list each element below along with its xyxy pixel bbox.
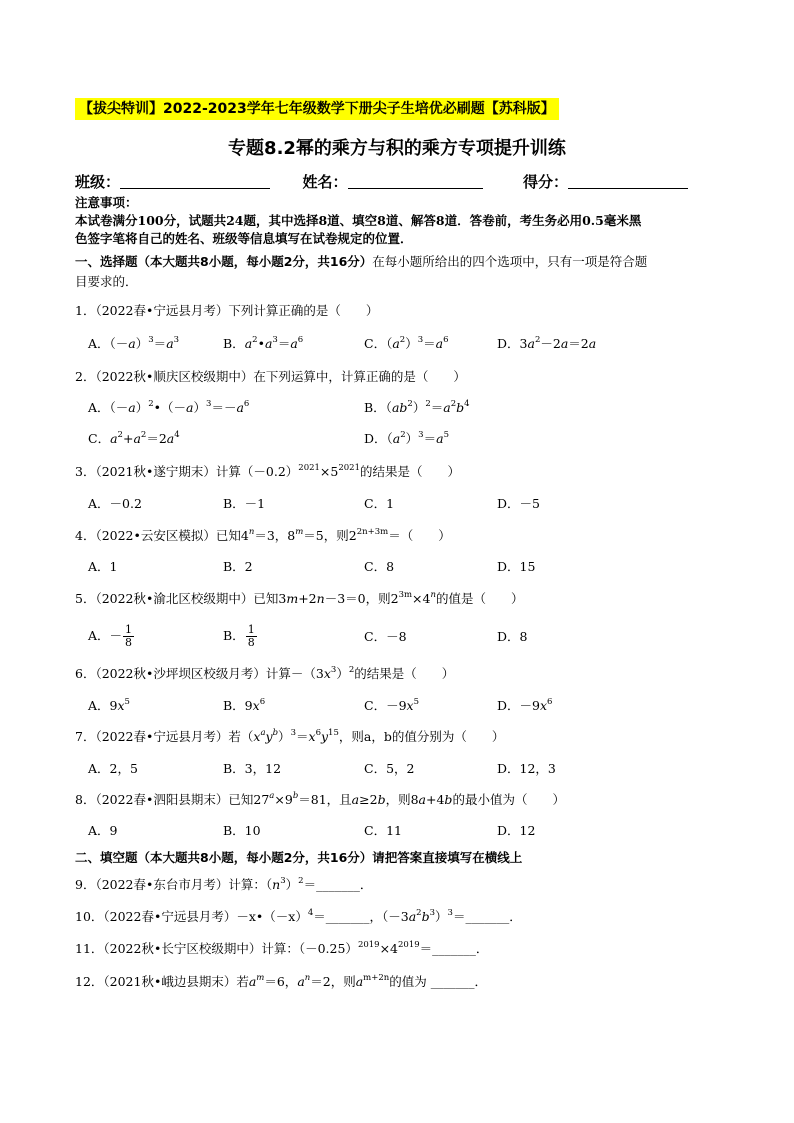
question-4: 4．（2022•云安区模拟）已知$4^n=3$，$8^m=5$，则$2^{2n+3m}=$（ ）: [75, 527, 451, 543]
question-1: 1．（2022春•宁远县月考）下列计算正确的是（ ）: [75, 303, 379, 318]
q2-option-a: A．$(-a)^2•(-a)^3=-a^6$: [88, 399, 250, 415]
q3-option-d: D．－5: [497, 496, 540, 511]
q8-option-a: A．9: [88, 823, 118, 838]
section-2-desc: 请把答案直接填写在横线上: [372, 850, 523, 865]
section-1-desc-2: 目要求的．: [75, 274, 138, 289]
q4-option-c: C．8: [364, 559, 395, 574]
notes-line-1: 本试卷满分100分，试题共24题，其中选择8道、填空8道、解答8道．答卷前，考生务必用0.5毫米黑: [75, 213, 642, 228]
q3-option-a: A．－0.2: [88, 496, 142, 511]
question-12: 12．（2021秋•峨边县期末）若$a^m=6$，$a^n=2$，则$a^{m+2n}$的值为 _______．: [75, 973, 487, 989]
section-1-desc: 在每小题所给出的四个选项中，只有一项是符合题: [372, 254, 648, 269]
question-7: 7．（2022春•宁远县月考）若$(x^ay^b)^3=x^6y^{15}$，则a，b的值分别为（ ）: [75, 728, 505, 744]
page-title: 专题8.2幂的乘方与积的乘方专项提升训练: [228, 138, 566, 159]
name-blank: [348, 172, 483, 189]
q8-option-d: D．12: [497, 823, 536, 838]
q2-option-b: B．$(ab^2)^2=a^2b^4$: [364, 399, 470, 415]
question-11: 11．（2022秋•长宁区校级期中）计算：$(-0.25)^{2019}\times 4^{2019}=\_\_\_\_\_\_\_$．: [75, 940, 489, 956]
q5-b-fraction: $\frac{1}{8}$: [247, 623, 255, 649]
score-label: 得分：: [522, 173, 568, 191]
score-blank: [568, 172, 688, 189]
q8-option-c: C．11: [364, 823, 402, 838]
notes-heading: 注意事项：: [75, 195, 138, 210]
q4-option-a: A．1: [88, 559, 118, 574]
q1-option-c: C．$(a^2)^3=a^6$: [364, 335, 449, 351]
q1-option-b: B．$a^2•a^3=a^6$: [223, 335, 304, 351]
q3-option-b: B．－1: [223, 496, 266, 511]
q1-option-d: D．$3a^2-2a=2a$: [497, 335, 597, 351]
q4-option-b: B．2: [223, 559, 253, 574]
student-info-row: [75, 172, 688, 192]
q5-option-a: A．－ $\frac{1}{8}$: [88, 623, 133, 649]
section-1-header: [75, 253, 647, 271]
section-1-heading: 一、选择题（本大题共8小题，每小题2分，共16分）: [75, 254, 373, 269]
question-5: 5．（2022秋•渝北区校级期中）已知3m+2n－3＝0，则$2^{3m}\times 4^n$的值是（ ）: [75, 590, 524, 606]
q6-option-a: A．$9x^5$: [88, 697, 130, 713]
q5-option-b: B． $\frac{1}{8}$: [223, 623, 255, 649]
q6-option-d: D．$-9x^6$: [497, 697, 553, 713]
q1-option-a: A．$(-a)^3=a^3$: [88, 335, 180, 351]
q2-option-d: D．$(a^2)^3=a^5$: [364, 430, 449, 446]
class-blank: [120, 172, 270, 189]
question-6: 6．（2022秋•沙坪坝区校级月考）计算$-(3x^3)^2$的结果是（ ）: [75, 665, 455, 681]
q3-option-c: C．1: [364, 496, 395, 511]
q5-option-d: D．8: [497, 629, 528, 644]
q6-option-b: B．$9x^6$: [223, 697, 266, 713]
q7-option-a: A．2，5: [88, 761, 138, 776]
q7-option-b: B．3，12: [223, 761, 282, 776]
q6-option-c: C．$-9x^5$: [364, 697, 420, 713]
class-label: 班级：: [75, 173, 121, 191]
question-10: 10．（2022春•宁远县月考）$-x•(-x)^4=\_\_\_\_\_\_\_$，$(-3a^2b^3)^3=\_\_\_\_\_\_\_$．: [75, 908, 522, 924]
question-2: 2．（2022秋•顺庆区校级期中）在下列运算中，计算正确的是（ ）: [75, 369, 466, 384]
q7-option-d: D．12，3: [497, 761, 556, 776]
name-label: 姓名：: [302, 173, 348, 191]
q4-option-d: D．15: [497, 559, 536, 574]
question-9: 9．（2022春•东台市月考）计算：$(n^3)^2=\_\_\_\_\_\_\_$．: [75, 876, 373, 892]
q2-option-c: C．$a^2+a^2=2a^4$: [88, 430, 180, 446]
q7-option-c: C．5，2: [364, 761, 415, 776]
question-8: 8．（2022春•泗阳县期末）已知$27^a\times 9^b=81$，且a≥2b，则8a+4b的最小值为（ ）: [75, 791, 565, 807]
q5-a-fraction: $\frac{1}{8}$: [125, 623, 133, 649]
q5-option-c: C．－8: [364, 629, 407, 644]
series-banner: 【拔尖特训】2022-2023学年七年级数学下册尖子生培优必刷题【苏科版】: [75, 98, 559, 120]
question-3: 3．（2021秋•遂宁期末）计算$(-0.2)^{2021}\times 5^{2021}$的结果是（ ）: [75, 463, 461, 479]
section-2-heading: 二、填空题（本大题共8小题，每小题2分，共16分）: [75, 850, 373, 865]
q8-option-b: B．10: [223, 823, 261, 838]
section-2-header: [75, 849, 522, 867]
notes-line-2: 色签字笔将自己的姓名、班级等信息填写在试卷规定的位置．: [75, 231, 413, 246]
